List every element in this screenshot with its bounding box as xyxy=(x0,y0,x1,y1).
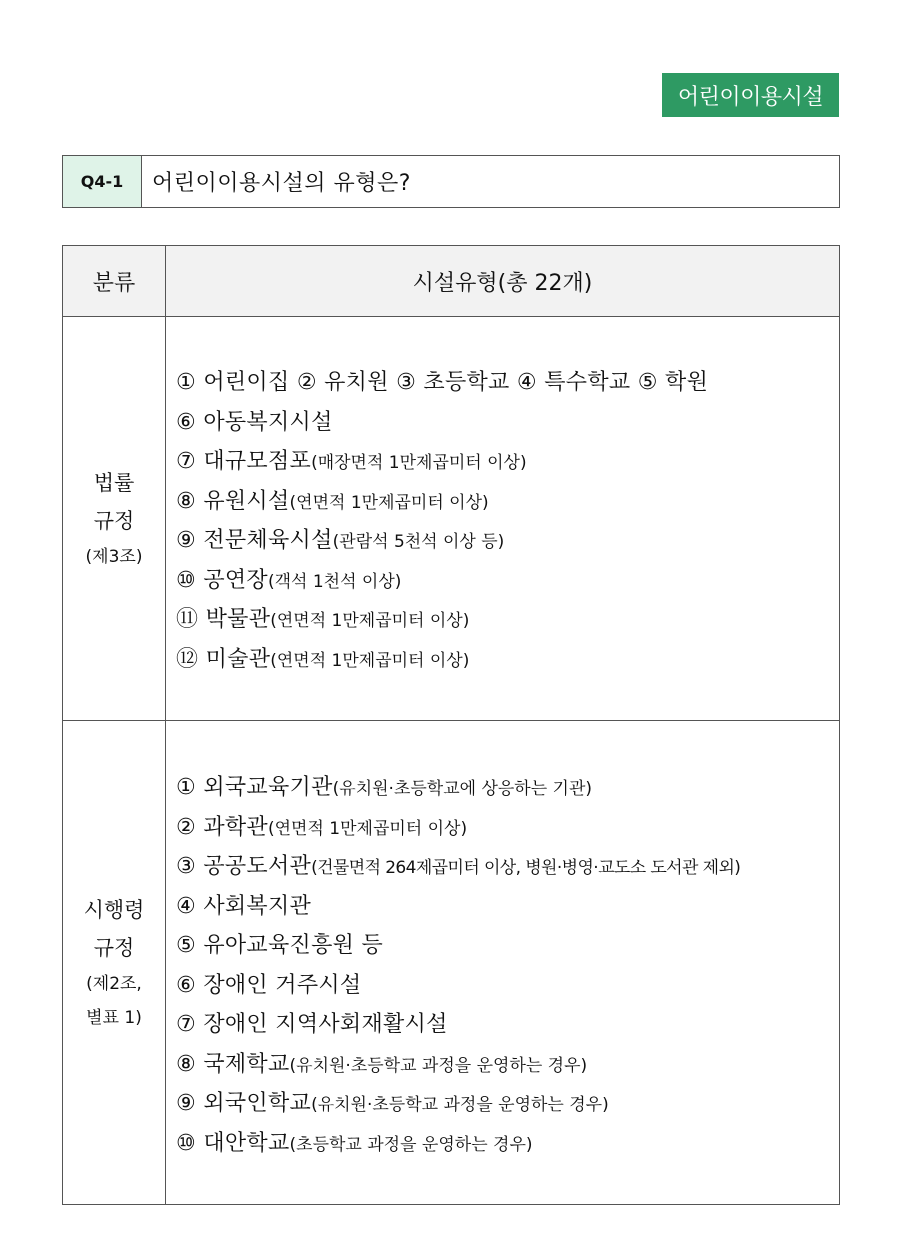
list-item: ⑩ 대안학교(초등학교 과정을 운영하는 경우) xyxy=(176,1130,533,1156)
law-category-line: 규정 xyxy=(93,508,135,533)
list-item: ⑧ 국제학교(유치원·초등학교 과정을 운영하는 경우) xyxy=(176,1051,588,1077)
list-item: ⑤ 유아교육진흥원 등 xyxy=(176,933,384,958)
list-item: ⑨ 전문체육시설(관람석 5천석 이상 등) xyxy=(176,528,505,553)
header-category: 분류 xyxy=(63,246,166,317)
list-item: ⑧ 유원시설(연면적 1만제곱미터 이상) xyxy=(176,488,489,514)
table-header-row xyxy=(63,246,840,317)
list-item: ① 외국교육기관(유치원·초등학교에 상응하는 기관) xyxy=(176,775,593,800)
decree-category-line: 시행령 xyxy=(83,897,145,922)
law-items-cell xyxy=(166,317,840,721)
decree-items-cell xyxy=(166,721,840,1205)
decree-category-cell xyxy=(63,721,166,1205)
facility-type-table xyxy=(62,245,840,1205)
law-row xyxy=(63,317,840,721)
question-box xyxy=(62,155,840,208)
list-item: ⑦ 대규모점포(매장면적 1만제곱미터 이상) xyxy=(176,449,527,474)
law-category-cell xyxy=(63,317,166,721)
list-item: ② 과학관(연면적 1만제곱미터 이상) xyxy=(176,814,468,840)
list-item: ⑪ 박물관(연면적 1만제곱미터 이상) xyxy=(176,607,470,632)
list-item: ① 어린이집 ② 유치원 ③ 초등학교 ④ 특수학교 ⑤ 학원 xyxy=(176,370,709,395)
header-types: 시설유형(총 22개) xyxy=(166,246,840,317)
decree-category-article: (제2조, xyxy=(86,973,142,994)
decree-category-line: 규정 xyxy=(93,935,135,960)
law-category-article: (제3조) xyxy=(85,546,143,567)
decree-category-annex: 별표 1) xyxy=(86,1007,142,1028)
section-badge: 어린이이용시설 xyxy=(662,73,839,117)
list-item: ⑦ 장애인 지역사회재활시설 xyxy=(176,1012,448,1037)
list-item: ⑩ 공연장(객석 1천석 이상) xyxy=(176,567,402,593)
list-item: ⑥ 아동복지시설 xyxy=(176,409,333,435)
list-item: ⑨ 외국인학교(유치원·초등학교 과정을 운영하는 경우) xyxy=(176,1091,609,1116)
question-text: 어린이이용시설의 유형은? xyxy=(152,171,411,196)
list-item: ⑫ 미술관(연면적 1만제곱미터 이상) xyxy=(176,646,470,672)
list-item: ④ 사회복지관 xyxy=(176,893,312,919)
list-item: ③ 공공도서관(건물면적 264제곱미터 이상, 병원·병영·교도소 도서관 제외) xyxy=(176,854,741,879)
decree-row xyxy=(63,721,840,1205)
question-number: Q4-1 xyxy=(63,156,142,207)
list-item: ⑥ 장애인 거주시설 xyxy=(176,972,362,998)
law-category-line: 법률 xyxy=(93,470,135,495)
